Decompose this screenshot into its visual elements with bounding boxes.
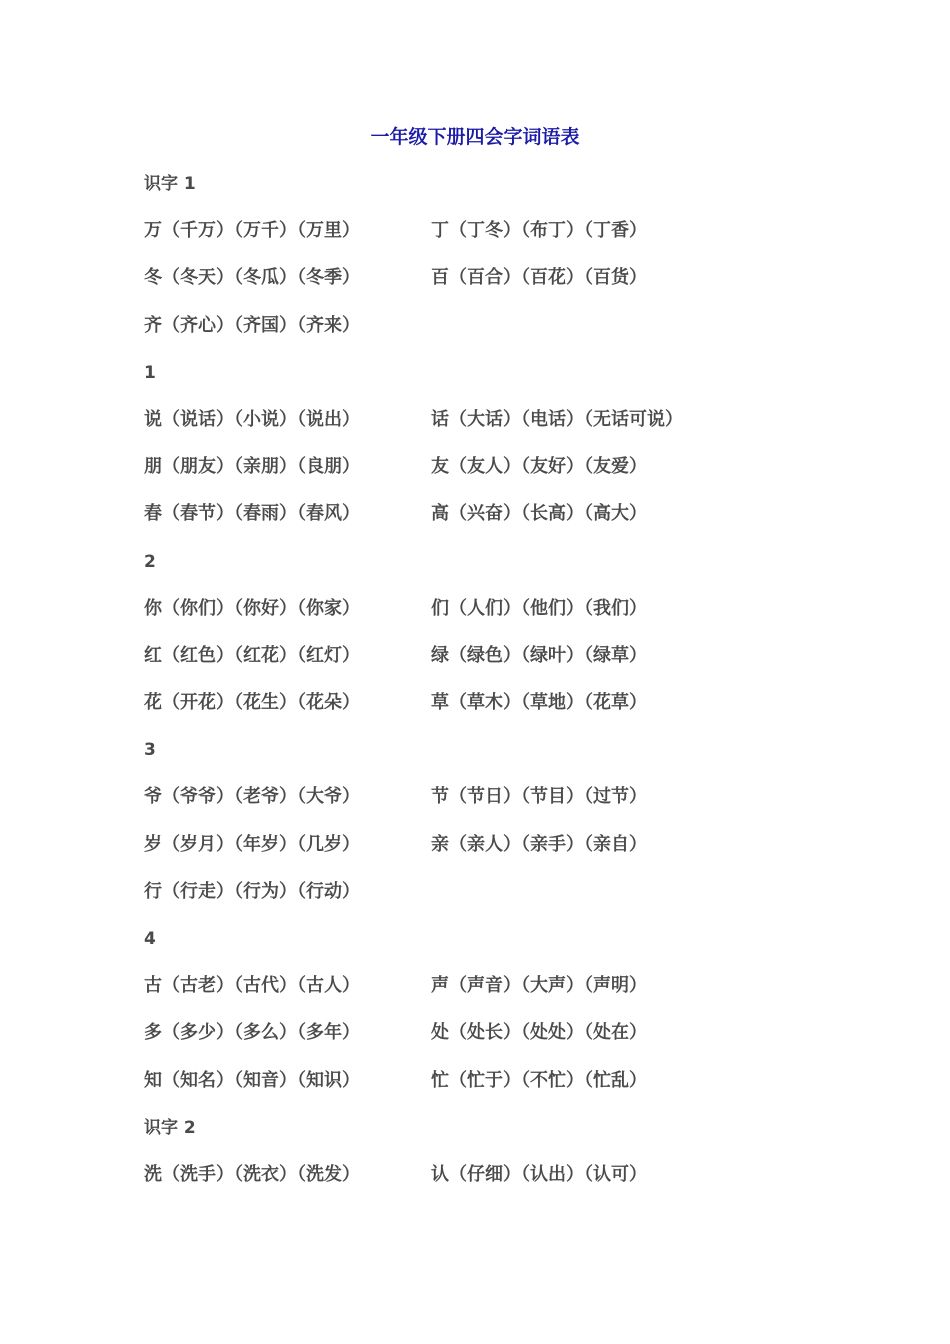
- section-heading: 识字 2: [144, 1117, 196, 1138]
- word-entry-right: 话（大话）（电话）（无话可说）: [431, 408, 683, 430]
- word-entry-left: 齐（齐心）（齐国）（齐来）: [144, 314, 360, 336]
- word-row: [144, 265, 864, 312]
- section-heading: 3: [144, 740, 156, 761]
- word-entry-left: 知（知名）（知音）（知识）: [144, 1069, 360, 1091]
- section-heading: 识字 1: [144, 174, 196, 194]
- word-list: [144, 171, 864, 1209]
- word-entry-left: 朋（朋友）（亲朋）（良朋）: [144, 456, 360, 478]
- word-entry-right: 认（仔细）（认出）（认可）: [431, 1163, 647, 1185]
- word-entry-left: 万（千万）（万千）（万里）: [144, 220, 360, 242]
- word-entry-right: 亲（亲人）（亲手）（亲自）: [431, 833, 647, 855]
- word-entry-left: 说（说话）（小说）（说出）: [144, 408, 360, 430]
- word-entry-left: 红（红色）（红花）（红灯）: [144, 644, 360, 666]
- word-entry-right: 草（草木）（草地）（花草）: [431, 692, 647, 714]
- word-entry-right: 丁（丁冬）（布丁）（丁香）: [431, 220, 647, 242]
- word-entry-right: 们（人们）（他们）（我们）: [431, 597, 647, 619]
- section-heading: 1: [144, 362, 156, 383]
- section-heading: 4: [144, 929, 156, 949]
- word-row: [144, 501, 864, 548]
- word-entry-left: 多（多少）（多么）（多年）: [144, 1022, 360, 1044]
- word-row: [144, 313, 864, 360]
- word-row: [144, 218, 864, 265]
- word-entry-right: 处（处长）（处处）（处在）: [431, 1022, 647, 1044]
- page-title: 一年级下册四会字词语表: [370, 126, 580, 148]
- word-row: [144, 1162, 864, 1209]
- section-heading: 2: [144, 551, 156, 572]
- word-entry-left: 行（行走）（行为）（行动）: [144, 880, 360, 902]
- word-entry-left: 古（古老）（古代）（古人）: [144, 975, 360, 997]
- word-entry-right: 友（友人）（友好）（友爱）: [431, 456, 647, 478]
- word-entry-right: 忙（忙于）（不忙）（忙乱）: [431, 1069, 647, 1091]
- word-row: [144, 784, 864, 831]
- word-entry-left: 冬（冬天）（冬瓜）（冬季）: [144, 267, 360, 289]
- word-entry-right: 节（节日）（节目）（过节）: [431, 786, 647, 808]
- word-entry-right: 绿（绿色）（绿叶）（绿草）: [431, 644, 647, 666]
- word-row: [144, 832, 864, 879]
- word-row: [144, 879, 864, 926]
- word-row: [144, 407, 864, 454]
- word-entry-right: 高（兴奋）（长高）（高大）: [431, 503, 647, 525]
- word-entry-right: 百（百合）（百花）（百货）: [431, 267, 647, 289]
- word-entry-left: 你（你们）（你好）（你家）: [144, 597, 360, 619]
- word-row: [144, 454, 864, 501]
- word-row: [144, 1020, 864, 1067]
- word-entry-right: 声（声音）（大声）（声明）: [431, 975, 647, 997]
- word-entry-left: 春（春节）（春雨）（春风）: [144, 503, 360, 525]
- word-row: [144, 596, 864, 643]
- word-entry-left: 岁（岁月）（年岁）（几岁）: [144, 833, 360, 855]
- word-entry-left: 洗（洗手）（洗衣）（洗发）: [144, 1163, 360, 1185]
- word-row: [144, 643, 864, 690]
- word-row: [144, 1068, 864, 1115]
- word-row: [144, 973, 864, 1020]
- word-row: [144, 690, 864, 737]
- word-entry-left: 爷（爷爷）（老爷）（大爷）: [144, 786, 360, 808]
- word-entry-left: 花（开花）（花生）（花朵）: [144, 692, 360, 714]
